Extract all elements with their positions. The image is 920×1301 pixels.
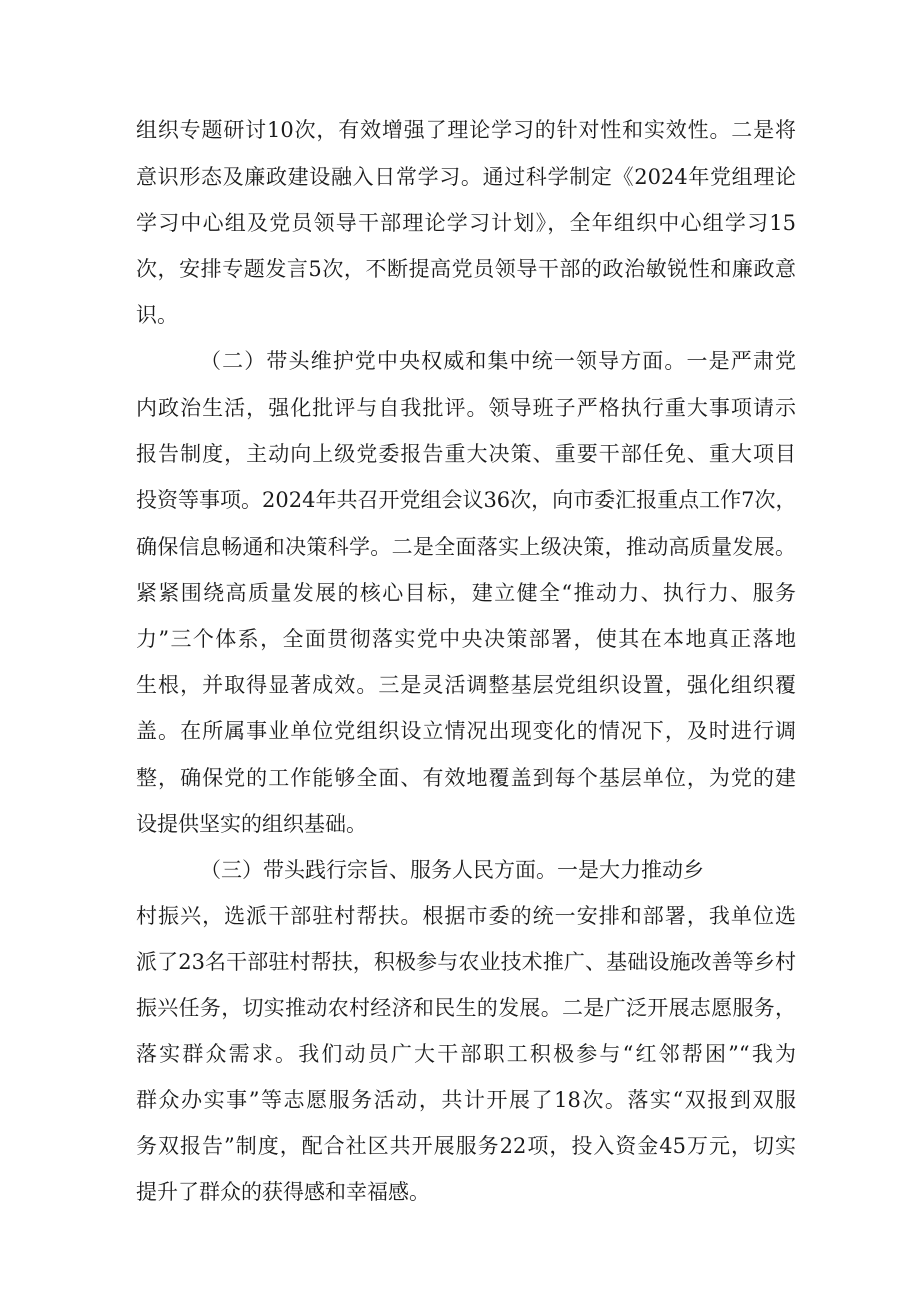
text-line: 投资等事项。2024年共召开党组会议36次，向市委汇报重点工作7次， (136, 488, 797, 512)
text-line: 学习中心组及党员领导干部理论学习计划》，全年组织中心组学习15 (136, 211, 796, 235)
text-line: 报告制度，主动向上级党委报告重大决策、重要干部任免、重大项目 (136, 442, 796, 466)
text-line: 紧紧围绕高质量发展的核心目标，建立健全“推动力、执行力、服务 (136, 581, 796, 605)
text-line: 内政治生活，强化批评与自我批评。领导班子严格执行重大事项请示 (136, 396, 796, 420)
text-line: 识。 (136, 303, 178, 327)
text-line: 力”三个体系，全面贯彻落实党中央决策部署，使其在本地真正落地 (136, 627, 796, 651)
text-line: 组织专题研讨10次，有效增强了理论学习的针对性和实效性。二是将 (136, 118, 796, 142)
text-line: 设提供坚实的组织基础。 (136, 812, 367, 836)
text-line: 村振兴，选派干部驻村帮扶。根据市委的统一安排和部署，我单位选 (136, 904, 796, 928)
text-line: 整，确保党的工作能够全面、有效地覆盖到每个基层单位，为党的建 (136, 766, 796, 790)
text-line: 确保信息畅通和决策科学。二是全面落实上级决策，推动高质量发展。 (136, 535, 796, 559)
text-line: 盖。在所属事业单位党组织设立情况出现变化的情况下，及时进行调 (136, 719, 796, 743)
section-heading-line: （三）带头践行宗旨、服务人民方面。一是大力推动乡 (200, 858, 704, 882)
text-line: 振兴任务，切实推动农村经济和民生的发展。二是广泛开展志愿服务， (136, 996, 796, 1020)
text-line: 次，安排专题发言5次，不断提高党员领导干部的政治敏锐性和廉政意 (136, 257, 796, 281)
section-heading-line: （二）带头维护党中央权威和集中统一领导方面。一是严肃党 (200, 349, 796, 373)
text-line: 务双报告”制度，配合社区共开展服务22项，投入资金45万元，切实 (136, 1134, 796, 1158)
text-line: 群众办实事”等志愿服务活动，共计开展了18次。落实“双报到双服 (136, 1088, 796, 1112)
text-line: 落实群众需求。我们动员广大干部职工积极参与“红邻帮困”“我为 (136, 1042, 796, 1066)
text-line: 意识形态及廉政建设融入日常学习。通过科学制定《2024年党组理论 (136, 165, 796, 189)
text-line: 生根，并取得显著成效。三是灵活调整基层党组织设置，强化组织覆 (136, 673, 796, 697)
text-line: 派了23名干部驻村帮扶，积极参与农业技术推广、基础设施改善等乡村 (136, 950, 796, 974)
text-line: 提升了群众的获得感和幸福感。 (136, 1180, 430, 1204)
